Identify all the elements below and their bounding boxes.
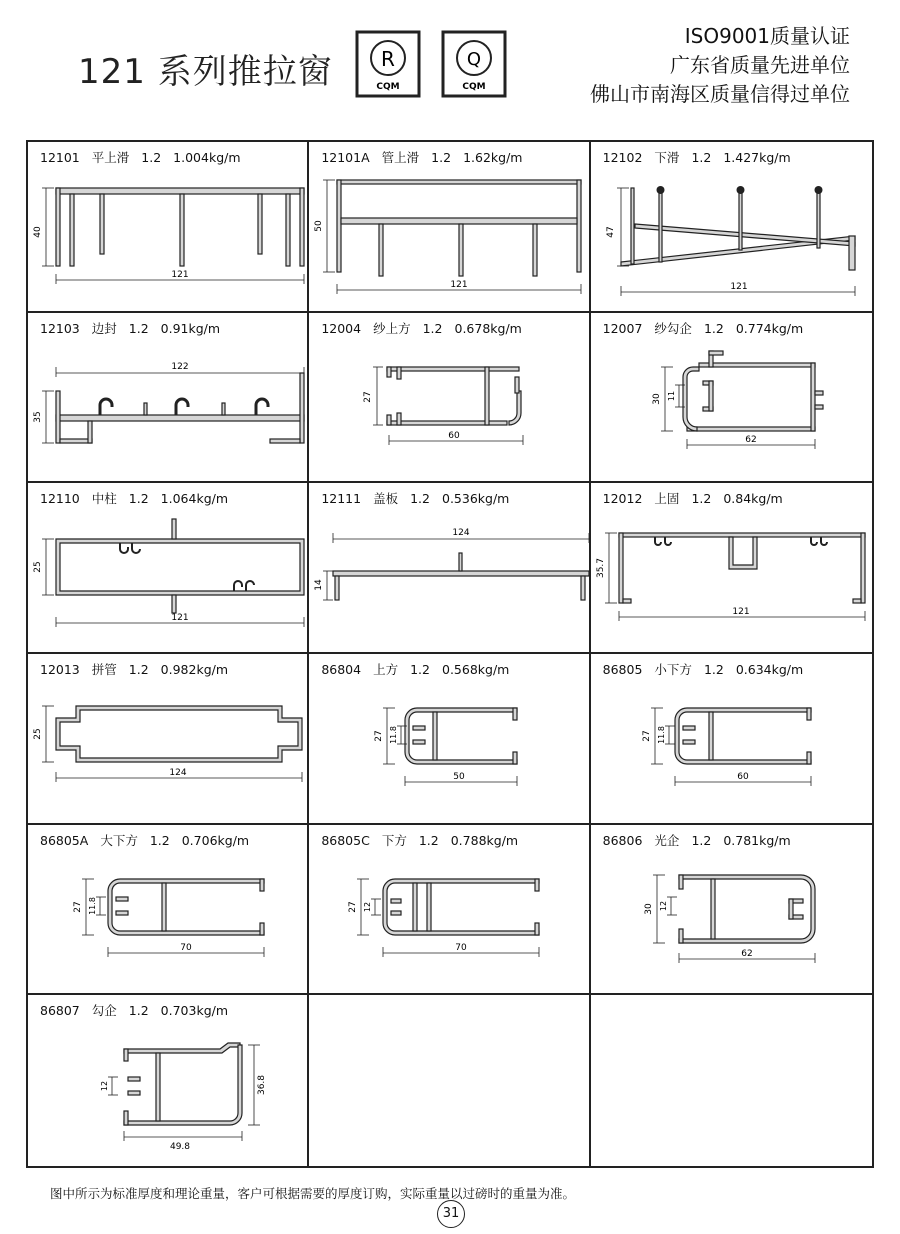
- profile-name: 上方: [373, 662, 399, 677]
- dim-label: 27: [363, 390, 374, 403]
- profile-code: 12007: [602, 320, 643, 336]
- profile-cell: [28, 142, 309, 313]
- profile-drawing: [591, 674, 872, 824]
- page-number: 31: [437, 1200, 465, 1228]
- profile-code: 12111: [321, 491, 362, 507]
- profile-name: 拼管: [91, 662, 117, 677]
- dim-label: 27: [641, 730, 652, 742]
- profile-name: 盖板: [373, 491, 399, 507]
- profile-name: 上固: [654, 491, 680, 507]
- profile-weight: 0.774kg/m: [735, 320, 804, 336]
- empty-cell: [591, 995, 872, 1166]
- dim-label: 36.8: [257, 1075, 267, 1096]
- dim-label: 12: [363, 901, 373, 912]
- dim-label: 121: [450, 280, 468, 290]
- dim-label: 50: [453, 772, 466, 782]
- profile-weight: 0.678kg/m: [454, 320, 522, 336]
- profile-cell: [309, 313, 590, 484]
- dim-label: 30: [651, 392, 662, 405]
- profile-name: 下方: [381, 832, 407, 848]
- profile-drawing: [591, 333, 872, 483]
- cqm-r-logo: [355, 30, 421, 98]
- profile-name: 平上滑: [91, 150, 130, 165]
- footnote: 图中所示为标准厚度和理论重量，客户可根据需要的厚度订购，实际重量以过磅时的重量为准。: [50, 1186, 576, 1201]
- profile-cell: [591, 654, 872, 825]
- profile-drawing: [28, 162, 309, 312]
- profile-thickness: 1.2: [422, 320, 443, 336]
- profile-code: 12012: [602, 491, 643, 507]
- profile-code: 12102: [602, 150, 643, 165]
- profile-cell: [309, 142, 590, 313]
- profile-code: 12101: [40, 150, 80, 165]
- profile-weight: 0.634kg/m: [735, 662, 804, 677]
- profile-name: 管上滑: [381, 150, 420, 165]
- profile-code: 86805C: [321, 832, 370, 848]
- profile-drawing: [309, 162, 590, 312]
- profile-cell: [28, 313, 309, 484]
- profile-cell: [28, 654, 309, 825]
- profile-cell: [591, 825, 872, 996]
- dim-label: 27: [348, 900, 359, 913]
- profile-thickness: 1.2: [418, 832, 439, 848]
- profile-drawing: [591, 503, 872, 653]
- dim-label: 11.8: [656, 726, 666, 744]
- profile-name: 勾企: [91, 1003, 117, 1019]
- profile-code: 12004: [321, 320, 362, 336]
- dim-label: 40: [33, 226, 43, 238]
- dim-label: 11: [666, 390, 676, 401]
- profile-name: 光企: [654, 832, 680, 848]
- profile-thickness: 1.2: [691, 491, 712, 507]
- dim-label: 25: [33, 728, 43, 740]
- dim-label: 25: [33, 561, 43, 574]
- profile-cell: [28, 825, 309, 996]
- profile-weight: 0.536kg/m: [442, 491, 510, 507]
- profile-name: 下滑: [654, 150, 680, 165]
- profile-drawing: [28, 845, 309, 995]
- logo-letter-q: Q: [466, 49, 482, 70]
- profile-weight: 0.84kg/m: [723, 491, 783, 507]
- profile-thickness: 1.2: [410, 491, 430, 507]
- dim-label: 12: [658, 900, 668, 911]
- profile-drawing: [309, 503, 590, 653]
- profile-thickness: 1.2: [703, 662, 724, 677]
- dim-label: 122: [171, 361, 189, 372]
- profile-cell: [309, 825, 590, 996]
- dim-label: 49.8: [169, 1142, 191, 1153]
- profile-weight: 0.781kg/m: [723, 832, 791, 848]
- profile-cell: [591, 142, 872, 313]
- profile-drawing: [591, 162, 872, 312]
- profile-drawing: [309, 333, 590, 483]
- profile-drawing: [28, 503, 309, 653]
- profile-thickness: 1.2: [410, 662, 430, 677]
- profile-weight: 0.568kg/m: [442, 662, 510, 677]
- profile-drawing: [28, 333, 309, 483]
- profile-thickness: 1.2: [128, 320, 149, 336]
- profile-name: 中柱: [91, 491, 117, 507]
- profile-thickness: 1.2: [691, 832, 712, 848]
- dim-label: 121: [171, 613, 189, 624]
- profile-weight: 1.064kg/m: [160, 491, 229, 507]
- dim-label: 27: [73, 900, 83, 913]
- profile-drawing: [591, 845, 872, 995]
- profile-weight: 0.703kg/m: [160, 1003, 229, 1019]
- dim-label: 50: [314, 220, 325, 232]
- dim-label: 35: [33, 410, 43, 423]
- logo-text-2: CQM: [462, 82, 486, 92]
- dim-label: 11.8: [88, 896, 97, 915]
- profile-weight: 1.427kg/m: [723, 150, 791, 165]
- profile-code: 12101A: [321, 150, 370, 165]
- profile-code: 86807: [40, 1003, 80, 1019]
- profile-code: 12103: [40, 320, 80, 336]
- dim-label: 121: [730, 282, 748, 292]
- profile-thickness: 1.2: [128, 1003, 149, 1019]
- cqm-q-logo: [441, 30, 507, 98]
- profile-name: 大下方: [100, 832, 138, 848]
- profile-weight: 0.706kg/m: [181, 832, 250, 848]
- profile-thickness: 1.2: [141, 150, 162, 165]
- profile-name: 纱上方: [373, 320, 411, 336]
- page-title: 121 系列推拉窗: [78, 52, 333, 92]
- dim-label: 124: [169, 768, 187, 778]
- dim-label: 70: [455, 942, 468, 953]
- dim-label: 60: [736, 772, 749, 782]
- profile-thickness: 1.2: [691, 150, 712, 165]
- profile-code: 12110: [40, 491, 80, 507]
- profile-name: 纱勾企: [654, 320, 692, 336]
- profile-catalog-grid: [26, 140, 874, 1168]
- profile-cell: [28, 995, 309, 1166]
- profile-code: 12013: [40, 662, 80, 677]
- profile-code: 86805A: [40, 832, 89, 848]
- profile-weight: 1.62kg/m: [463, 150, 523, 165]
- dim-label: 70: [180, 942, 192, 953]
- profile-cell: [309, 654, 590, 825]
- dim-label: 11.8: [389, 726, 399, 744]
- profile-weight: 1.004kg/m: [173, 150, 241, 165]
- profile-drawing: [309, 845, 590, 995]
- logo-letter-r: R: [381, 47, 395, 71]
- dim-label: 14: [314, 579, 325, 592]
- logo-text-1: CQM: [376, 82, 400, 92]
- profile-weight: 0.788kg/m: [450, 832, 519, 848]
- dim-label: 62: [740, 948, 753, 959]
- dim-label: 12: [100, 1081, 109, 1092]
- profile-thickness: 1.2: [149, 832, 170, 848]
- empty-cell: [309, 995, 590, 1166]
- profile-name: 小下方: [654, 662, 692, 677]
- profile-thickness: 1.2: [703, 320, 724, 336]
- certification-list: [590, 22, 850, 109]
- dim-label: 27: [374, 730, 385, 742]
- profile-code: 86805: [602, 662, 643, 677]
- profile-weight: 0.982kg/m: [160, 662, 229, 677]
- profile-cell: [591, 313, 872, 484]
- dim-label: 30: [643, 902, 654, 915]
- dim-label: 60: [448, 430, 461, 441]
- dim-label: 35.7: [595, 558, 606, 579]
- profile-drawing: [28, 674, 309, 824]
- dim-label: 62: [744, 434, 757, 445]
- cert-line: 佛山市南海区质量信得过单位: [590, 82, 850, 106]
- dim-label: 47: [605, 226, 616, 238]
- dim-label: 121: [732, 607, 750, 618]
- cert-line: 广东省质量先进单位: [670, 53, 850, 77]
- profile-code: 86804: [321, 662, 362, 677]
- profile-cell: [28, 483, 309, 654]
- profile-code: 86806: [602, 832, 643, 848]
- profile-thickness: 1.2: [128, 662, 149, 677]
- profile-drawing: [28, 1015, 309, 1165]
- cert-line: ISO9001质量认证: [684, 24, 850, 48]
- profile-drawing: [309, 674, 590, 824]
- profile-thickness: 1.2: [128, 491, 149, 507]
- profile-cell: [309, 483, 590, 654]
- profile-thickness: 1.2: [431, 150, 452, 165]
- profile-weight: 0.91kg/m: [160, 320, 221, 336]
- dim-label: 124: [452, 528, 470, 539]
- profile-name: 边封: [91, 320, 117, 336]
- dim-label: 121: [171, 270, 189, 280]
- profile-cell: [591, 483, 872, 654]
